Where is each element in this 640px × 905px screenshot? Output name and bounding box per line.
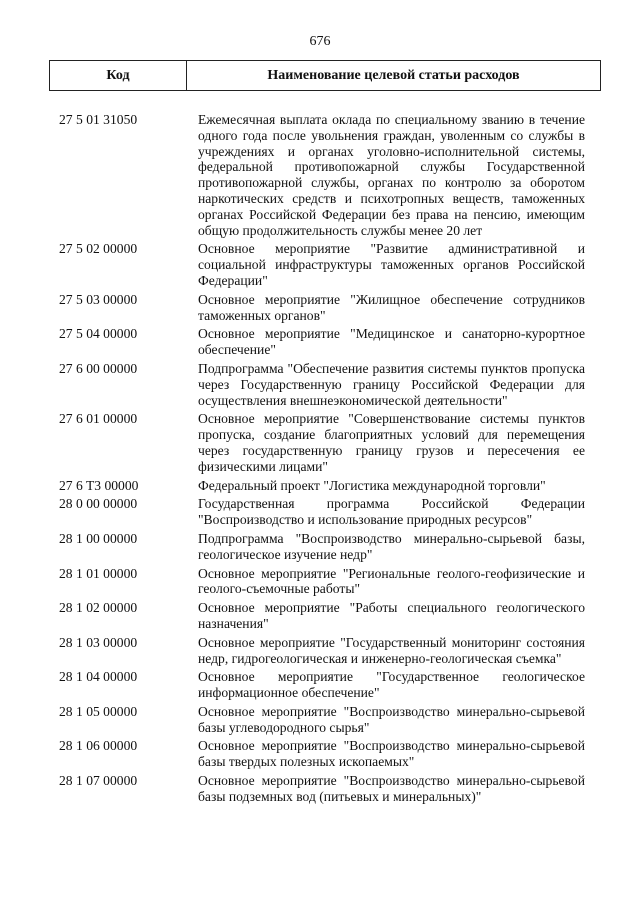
row-name: Основное мероприятие "Государственный мониторинг состояния недр, гидрогеологическая и инженерно-геологическая съемка" <box>198 634 585 666</box>
row-code: 27 6 01 00000 <box>59 411 138 427</box>
table-row <box>0 600 640 632</box>
row-name: Основное мероприятие "Воспроизводство минерально-сырьевой базы твердых полезных ископаемых" <box>198 738 585 770</box>
row-name: Основное мероприятие "Медицинское и санаторно-курортное обеспечение" <box>198 326 585 358</box>
column-header-code: Код <box>50 61 187 90</box>
row-code: 28 1 03 00000 <box>59 634 138 650</box>
table-row <box>0 704 640 736</box>
row-name: Основное мероприятие "Воспроизводство минерально-сырьевой базы углеводородного сырья" <box>198 703 585 735</box>
row-code: 28 1 04 00000 <box>59 669 138 685</box>
row-name: Основное мероприятие "Региональные геолого-геофизические и геолого-съемочные работы" <box>198 565 585 597</box>
row-name: Основное мероприятие "Государственное геологическое информационное обеспечение" <box>198 669 585 701</box>
row-name: Основное мероприятие "Совершенствование системы пунктов пропуска, создание благоприятных условий для перемещения через государственную границу грузов и пересечения ее физическими лицами" <box>198 411 585 474</box>
row-name: Основное мероприятие "Развитие административной и социальной инфраструктуры таможенных органов Российской Федерации" <box>198 241 585 288</box>
row-code: 27 6 00 00000 <box>59 360 138 376</box>
table-row <box>0 531 640 563</box>
row-code: 28 1 05 00000 <box>59 703 138 719</box>
table-row <box>0 241 640 288</box>
table-row <box>0 669 640 701</box>
row-name: Ежемесячная выплата оклада по специальному званию в течение одного года после увольнения граждан, уволенным со службы в учреждениях и органах уголовно-исполнительной системы, федеральной противопожарной службы Государственной противопожарной службы, органах по контролю за оборотом наркотических средств и психотропных веществ, таможенных органах Российской Федерации без права на пенсию, имеющим общую продолжительность службы менее 20 лет <box>198 112 585 238</box>
row-code: 27 5 03 00000 <box>59 291 138 307</box>
table-row <box>0 566 640 598</box>
table-row <box>0 411 640 474</box>
budget-items-list <box>0 112 640 808</box>
row-code: 27 5 02 00000 <box>59 241 138 257</box>
row-code: 28 1 02 00000 <box>59 600 138 616</box>
table-row <box>0 478 640 494</box>
row-code: 28 1 06 00000 <box>59 738 138 754</box>
row-name: Государственная программа Российской Федерации "Воспроизводство и использование природных ресурсов" <box>198 496 585 528</box>
table-row <box>0 361 640 408</box>
row-name: Федеральный проект "Логистика международной торговли" <box>198 477 546 493</box>
table-header <box>49 60 601 91</box>
table-row <box>0 112 640 238</box>
row-name: Подпрограмма "Обеспечение развития системы пунктов пропуска через Государственную границу Российской Федерации для осуществления внешнеэкономической деятельности" <box>198 360 585 408</box>
table-row <box>0 496 640 528</box>
row-code: 28 0 00 00000 <box>59 496 138 512</box>
table-row <box>0 738 640 770</box>
row-code: 28 1 00 00000 <box>59 530 138 546</box>
table-row <box>0 635 640 667</box>
table-row <box>0 326 640 358</box>
row-code: 28 1 07 00000 <box>59 773 138 789</box>
row-code: 28 1 01 00000 <box>59 565 138 581</box>
column-header-name: Наименование целевой статьи расходов <box>267 67 520 83</box>
table-row <box>0 292 640 324</box>
row-code: 27 5 01 31050 <box>59 112 138 127</box>
page-number: 676 <box>309 34 331 49</box>
row-code: 27 6 T3 00000 <box>59 477 139 493</box>
row-name: Подпрограмма "Воспроизводство минерально-сырьевой базы, геологическое изучение недр" <box>198 530 585 562</box>
table-row <box>0 773 640 805</box>
row-code: 27 5 04 00000 <box>59 326 138 342</box>
row-name: Основное мероприятие "Работы специального геологического назначения" <box>198 600 585 631</box>
row-name: Основное мероприятие "Жилищное обеспечение сотрудников таможенных органов" <box>198 291 585 323</box>
row-name: Основное мероприятие "Воспроизводство минерально-сырьевой базы подземных вод (питьевых и минеральных)" <box>198 773 585 804</box>
